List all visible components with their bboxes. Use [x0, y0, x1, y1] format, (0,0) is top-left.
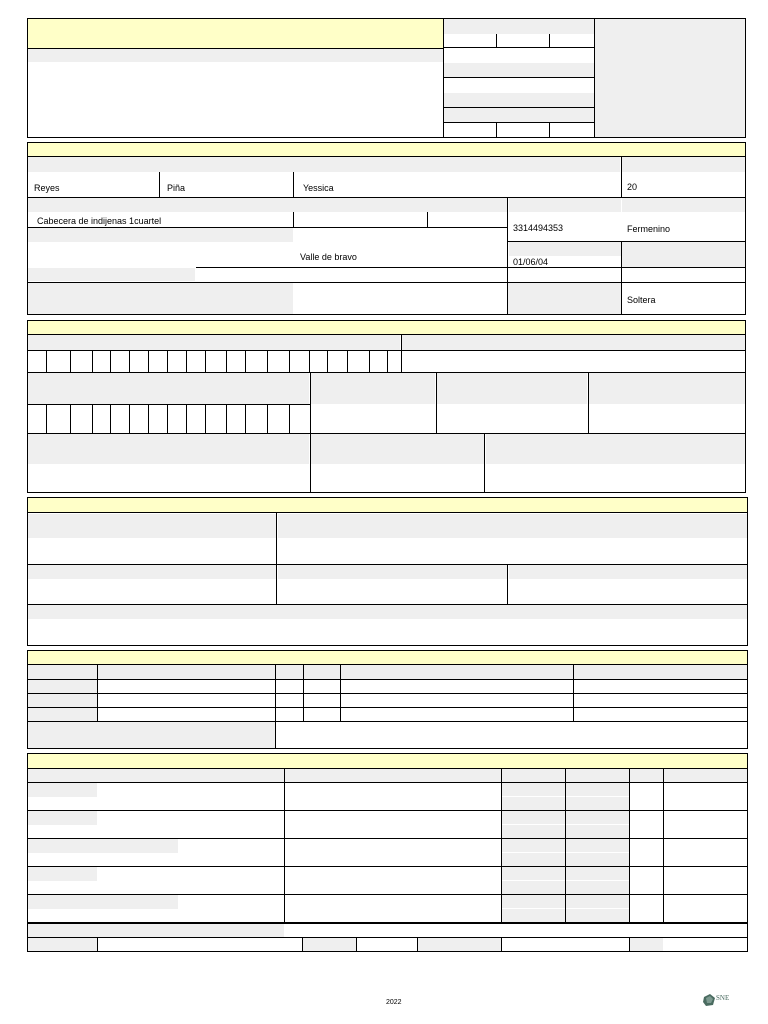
curp-rfc-divider: [401, 335, 402, 372]
folio-row-line-1: [443, 47, 594, 48]
footer-year: 2022: [386, 999, 402, 1006]
nss-cell-divider-7: [167, 404, 168, 433]
date-label: [444, 63, 594, 77]
birthdate-row-line: [507, 267, 746, 268]
experience-header-strip: [28, 769, 747, 782]
id-col-label-2: [437, 373, 587, 404]
folio-cell-div-1: [496, 34, 497, 47]
exp-bottom-label-2: [303, 938, 356, 951]
exp-row-line-3: [27, 866, 748, 867]
schooling-title-bar: [27, 497, 748, 513]
disability-label: [311, 434, 484, 464]
skills-row-label-1: [28, 680, 97, 693]
skills-row-line-2: [27, 707, 748, 708]
skills-row-line-1: [27, 693, 748, 694]
exp-bottom-label-3: [418, 938, 501, 951]
school-col-divider-2: [507, 564, 508, 604]
skills-row-label-2: [28, 694, 97, 707]
nss-cell-divider-1: [46, 404, 47, 433]
computer-skills-label: [28, 722, 275, 748]
skills-header-strip: [28, 665, 747, 679]
rfc-label: [402, 335, 745, 350]
header-right-panel: [595, 19, 745, 137]
skills-row-label-3: [28, 708, 97, 721]
estado-civil-value: Soltera: [627, 295, 656, 305]
curp-cell-divider-1: [46, 350, 47, 372]
school-col-divider-1: [276, 513, 277, 604]
street-divider: [293, 212, 294, 227]
exp-reference-label: [28, 924, 284, 937]
folio-row-line-4: [443, 122, 594, 123]
id-col-div-3: [588, 372, 589, 433]
curp-cell-divider-2: [70, 350, 71, 372]
curp-cell-divider-16: [347, 350, 348, 372]
form-title-bar: [27, 18, 444, 49]
exp-col-div-4: [629, 769, 630, 923]
nss-cell-divider-6: [148, 404, 149, 433]
exp-bottom-label-1: [28, 938, 97, 951]
exp-bottom-div-3: [356, 937, 357, 952]
skills-col-div-5: [573, 665, 574, 721]
exp-employer-label-5: [28, 895, 178, 909]
school-status-label: [28, 565, 276, 579]
nss-cell-divider-8: [186, 404, 187, 433]
curp-cell-divider-4: [110, 350, 111, 372]
id-col-label-1: [311, 373, 435, 404]
skills-title-bar: [27, 650, 748, 665]
skills-col-div-4: [340, 665, 341, 721]
exp-col-div-1: [284, 769, 285, 923]
nss-cell-divider-9: [205, 404, 206, 433]
skills-col-div-2: [275, 665, 276, 749]
state-label: [28, 268, 195, 281]
curp-cell-divider-9: [205, 350, 206, 372]
number-divider: [427, 212, 428, 227]
nss-cell-divider-10: [226, 404, 227, 433]
code-cell-div-2: [549, 122, 550, 138]
experience-header-line: [27, 782, 748, 783]
id-col-label-3: [589, 373, 745, 404]
id-col-div-2: [436, 372, 437, 433]
curp-digits-label: [28, 335, 400, 350]
curp-cell-divider-8: [186, 350, 187, 372]
curp-cell-divider-13: [289, 350, 290, 372]
curp-cell-divider-17: [369, 350, 370, 372]
sex-label: [622, 198, 745, 212]
curp-cell-divider-7: [167, 350, 168, 372]
curp-label: [28, 283, 293, 314]
curp-cell-divider-6: [148, 350, 149, 372]
nss-cell-divider-12: [267, 404, 268, 433]
email-label: [28, 434, 309, 464]
civil-col-divider: [621, 241, 622, 315]
exp-col-div-3: [565, 769, 566, 923]
exp-employer-label-1: [28, 783, 97, 797]
exp-row-line-1: [27, 810, 748, 811]
sne-logo-text: SNE: [716, 994, 730, 1002]
folio-row-line-2: [443, 77, 594, 78]
birthdate-label: [509, 242, 621, 256]
age-label: [622, 157, 745, 172]
skills-col-div-3: [303, 665, 304, 721]
skills-row-line-0: [27, 679, 748, 680]
school-doc-label: [509, 565, 747, 579]
sexo-value: Fermenino: [627, 224, 671, 234]
curp-cell-divider-12: [267, 350, 268, 372]
surname-divider-2: [293, 172, 294, 197]
nationality-label: [508, 283, 621, 314]
curp-cell-divider-5: [129, 350, 130, 372]
curp-cell-divider-15: [327, 350, 328, 372]
address-labels-strip: [28, 198, 507, 212]
apellido-paterno-value: Reyes: [34, 183, 60, 193]
exp-employer-label-2: [28, 811, 97, 825]
language-label: [486, 434, 745, 464]
nss-cell-divider-4: [110, 404, 111, 433]
phone-label: [509, 198, 621, 212]
exp-employer-label-4: [28, 867, 97, 881]
curp-cell-divider-14: [309, 350, 310, 372]
exp-employer-label-3: [28, 839, 178, 853]
calle-value: Cabecera de indijenas 1cuartel: [37, 216, 162, 226]
sne-logo: [702, 993, 736, 1009]
exp-bottom-div-5: [501, 937, 502, 952]
exp-col-div-5: [663, 769, 664, 923]
civil-label-top: [622, 242, 745, 267]
nss-label: [28, 373, 309, 404]
id-col-div-4: [484, 433, 485, 493]
personal-data-title-bar: [27, 142, 746, 157]
nss-cell-divider-5: [129, 404, 130, 433]
code-cell-div-1: [496, 122, 497, 138]
curp-cell-divider-11: [245, 350, 246, 372]
exp-bottom-label-4: [630, 938, 663, 951]
career-label: [278, 514, 747, 538]
colony-label: [28, 228, 293, 242]
telefono-value: 3314494353: [513, 223, 564, 233]
other-studies-label: [28, 605, 747, 619]
identification-title-bar: [27, 320, 746, 335]
exp-bottom-div-1: [97, 937, 98, 952]
fecha-nacimiento-value: 01/06/04: [513, 257, 549, 267]
experience-title-bar: [27, 753, 748, 769]
nss-cell-divider-3: [92, 404, 93, 433]
nss-cell-divider-13: [289, 404, 290, 433]
nombre-value: Yessica: [303, 183, 334, 193]
municipio-value: Valle de bravo: [300, 252, 357, 262]
municipio-underline: [196, 267, 507, 268]
nss-cell-divider-2: [70, 404, 71, 433]
header-label-strip: [28, 49, 443, 62]
office-label: [444, 93, 594, 107]
apellido-materno-value: Piña: [167, 183, 186, 193]
school-level-label: [28, 514, 276, 538]
nss-cell-divider-11: [245, 404, 246, 433]
curp-cell-divider-10: [226, 350, 227, 372]
folio-cell-div-2: [549, 34, 550, 47]
exp-col-div-2: [501, 769, 502, 923]
folio-label: [444, 19, 594, 34]
name-labels-strip: [28, 157, 620, 172]
school-year-label: [278, 565, 507, 579]
curp-cell-divider-3: [92, 350, 93, 372]
curp-cell-divider-18: [387, 350, 388, 372]
code-label: [444, 108, 594, 122]
sne-logo-icon: [702, 993, 716, 1007]
edad-value: 20: [627, 182, 638, 192]
age-col-divider: [621, 157, 622, 197]
surname-divider-1: [159, 172, 160, 197]
skills-col-div-1: [97, 665, 98, 721]
